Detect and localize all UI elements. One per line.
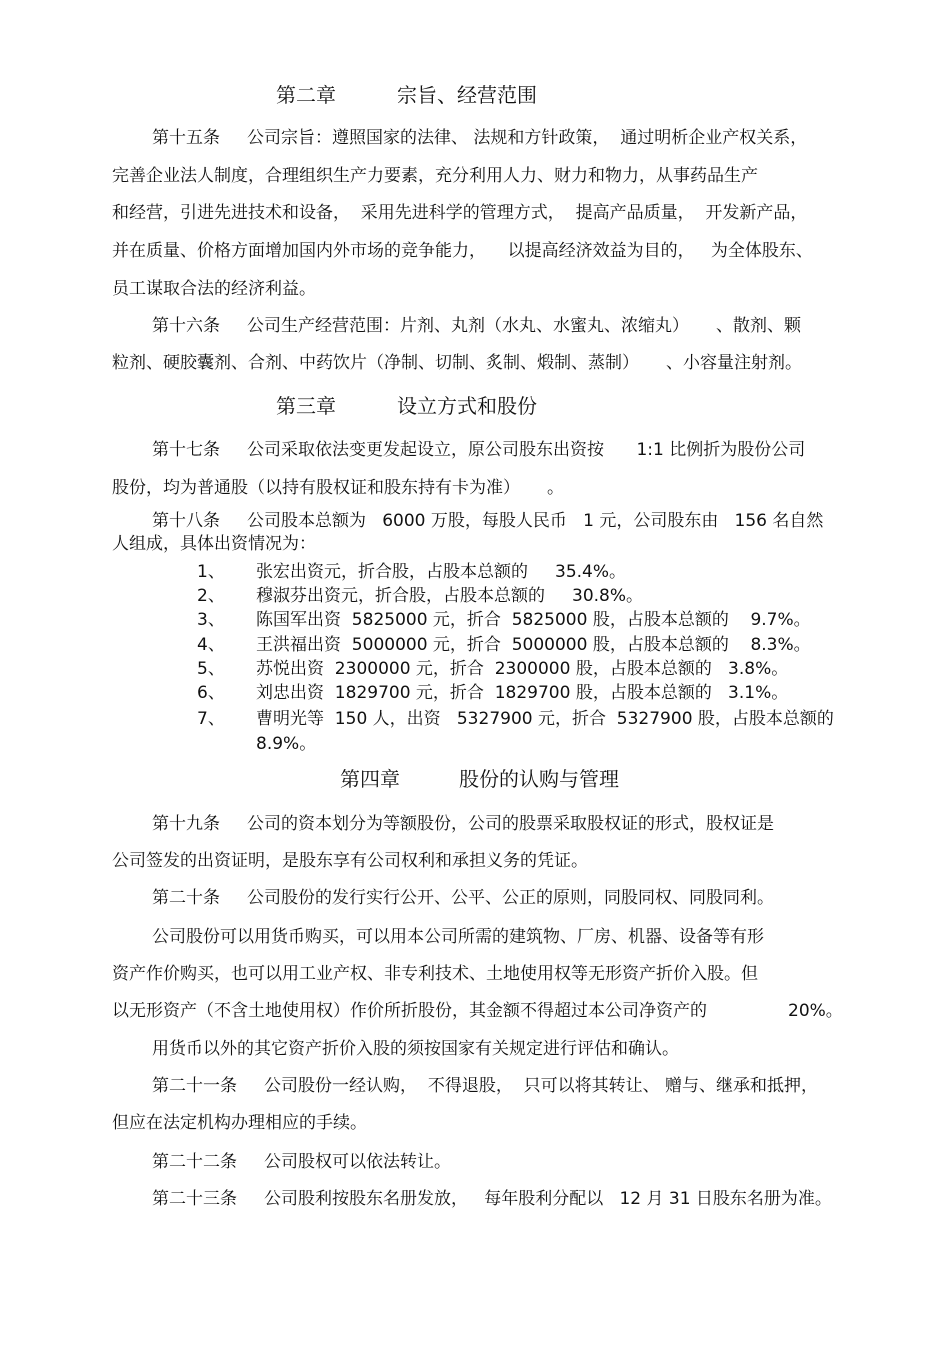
article-20-para-2-line-1: 公司股份可以用货币购买，可以用本公司所需的建筑物、厂房、机器、设备等有形 bbox=[152, 927, 764, 947]
shareholder-detail: 陈国军出资 5825000 元，折合 5825000 股，占股本总额的 9.7%。 bbox=[256, 610, 811, 630]
chapter-3-number: 第三章 bbox=[276, 394, 336, 418]
article-15-line-3: 和经营，引进先进技术和设备， 采用先进科学的管理方式， 提高产品质量， 开发新产品， bbox=[112, 203, 808, 223]
article-20-line-1: 第二十条 公司股份的发行实行公开、公平、公正的原则，同股同权、同股同利。 bbox=[152, 888, 775, 908]
shareholder-detail: 刘忠出资 1829700 元，折合 1829700 股，占股本总额的 3.1%。 bbox=[256, 683, 789, 703]
shareholder-number: 4、 bbox=[197, 635, 225, 655]
article-18-line-1: 第十八条 公司股本总额为 6000 万股，每股人民币 1 元，公司股东由 156 名自然 bbox=[152, 511, 824, 531]
article-16-line-1: 第十六条 公司生产经营范围：片剂、丸剂（水丸、水蜜丸、浓缩丸） 、散剂、颗 bbox=[152, 316, 802, 336]
article-22-line-1: 第二十二条 公司股权可以依法转让。 bbox=[152, 1152, 452, 1172]
article-20-para-2-line-3: 以无形资产（不含土地使用权）作价所折股份，其金额不得超过本公司净资产的 bbox=[112, 1001, 707, 1021]
article-17-line-2: 股份，均为普通股（以持有股权证和股东持有卡为准） 。 bbox=[112, 478, 565, 498]
shareholder-detail: 苏悦出资 2300000 元，折合 2300000 股，占股本总额的 3.8%。 bbox=[256, 659, 789, 679]
chapter-3-title: 设立方式和股份 bbox=[397, 394, 537, 418]
article-20-para-2-line-2: 资产作价购买，也可以用工业产权、非专利技术、土地使用权等无形资产折价入股。但 bbox=[112, 964, 758, 984]
chapter-2-number: 第二章 bbox=[276, 83, 336, 107]
article-15-line-2: 完善企业法人制度，合理组织生产力要素，充分利用人力、财力和物力，从事药品生产 bbox=[112, 166, 758, 186]
chapter-2-title: 宗旨、经营范围 bbox=[397, 83, 537, 107]
article-17-line-1: 第十七条 公司采取依法变更发起设立，原公司股东出资按 1:1 比例折为股份公司 bbox=[152, 440, 806, 460]
shareholder-number: 3、 bbox=[197, 610, 225, 630]
article-20-percentage: 20%。 bbox=[788, 1001, 843, 1021]
article-18-line-2: 人组成，具体出资情况为： bbox=[112, 534, 316, 554]
article-21-line-2: 但应在法定机构办理相应的手续。 bbox=[112, 1113, 367, 1133]
article-15-line-1: 第十五条 公司宗旨：遵照国家的法律、 法规和方针政策， 通过明析企业产权关系， bbox=[152, 128, 808, 148]
shareholder-detail: 王洪福出资 5000000 元，折合 5000000 股，占股本总额的 8.3%。 bbox=[256, 635, 811, 655]
chapter-4-title: 股份的认购与管理 bbox=[459, 767, 619, 791]
shareholder-number: 2、 bbox=[197, 586, 225, 606]
article-21-line-1: 第二十一条 公司股份一经认购， 不得退股， 只可以将其转让、 赠与、继承和抵押， bbox=[152, 1076, 819, 1096]
article-15-line-4: 并在质量、价格方面增加国内外市场的竞争能力， 以提高经济效益为目的， 为全体股东、 bbox=[112, 241, 813, 261]
article-19-line-2: 公司签发的出资证明，是股东享有公司权利和承担义务的凭证。 bbox=[112, 851, 588, 871]
shareholder-detail: 曹明光等 150 人，出资 5327900 元，折合 5327900 股，占股本总额的 bbox=[256, 709, 834, 729]
article-15-line-5: 员工谋取合法的经济利益。 bbox=[112, 279, 316, 299]
chapter-4-number: 第四章 bbox=[340, 767, 400, 791]
article-16-line-2: 粒剂、硬胶囊剂、合剂、中药饮片（净制、切制、炙制、煅制、蒸制） 、小容量注射剂。 bbox=[112, 353, 803, 373]
shareholder-detail: 穆淑芬出资元，折合股，占股本总额的 30.8%。 bbox=[256, 586, 644, 606]
article-19-line-1: 第十九条 公司的资本划分为等额股份，公司的股票采取股权证的形式，股权证是 bbox=[152, 814, 775, 834]
shareholder-number: 7、 bbox=[197, 709, 225, 729]
article-20-para-3: 用货币以外的其它资产折价入股的须按国家有关规定进行评估和确认。 bbox=[152, 1039, 679, 1059]
shareholder-detail-continued: 8.9%。 bbox=[256, 734, 317, 754]
shareholder-number: 1、 bbox=[197, 562, 225, 582]
shareholder-number: 6、 bbox=[197, 683, 225, 703]
shareholder-number: 5、 bbox=[197, 659, 225, 679]
shareholder-detail: 张宏出资元，折合股，占股本总额的 35.4%。 bbox=[256, 562, 627, 582]
article-23-line-1: 第二十三条 公司股利按股东名册发放， 每年股利分配以 12 月 31 日股东名册为准。 bbox=[152, 1189, 832, 1209]
